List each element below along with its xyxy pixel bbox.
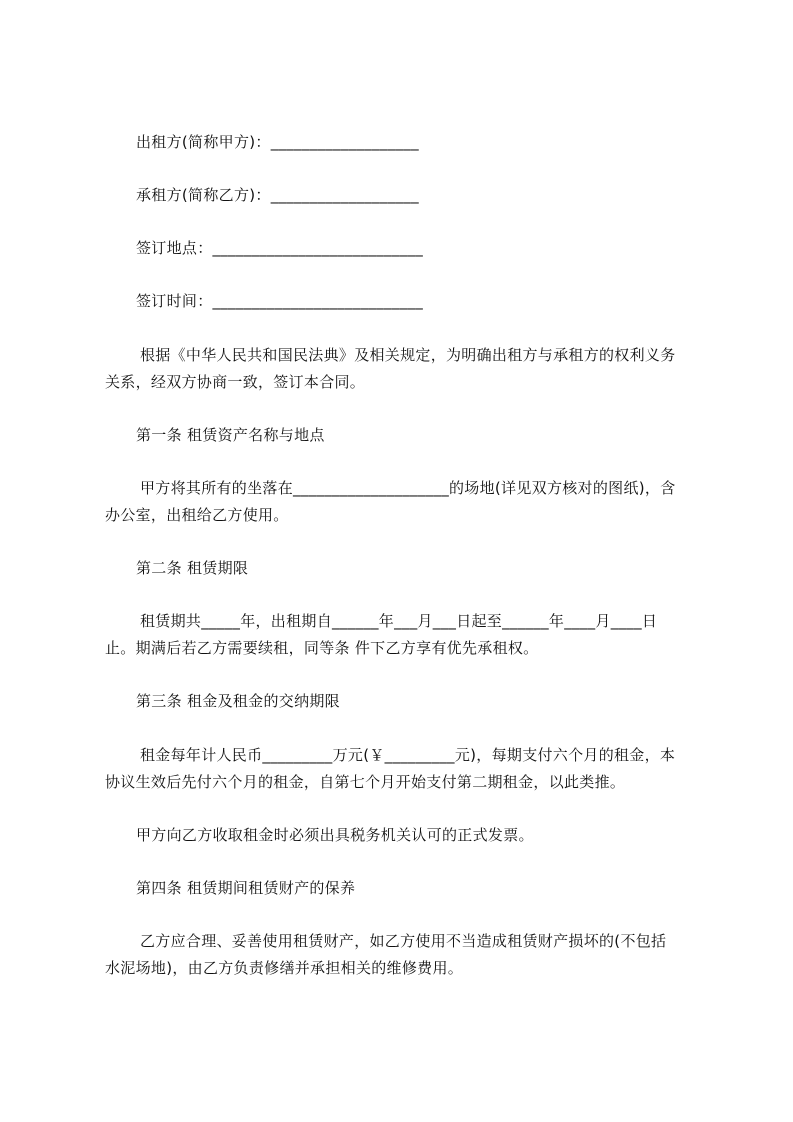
article3-line-1: 租金每年计人民币_________万元(￥_________元)，每期支付六个月的租金，本 <box>140 746 676 764</box>
preamble-line-2: 关系，经双方协商一致，签订本合同。 <box>105 373 366 391</box>
article4-line-1: 乙方应合理、妥善使用租赁财产，如乙方使用不当造成租赁财产损坏的(不包括 <box>140 932 667 950</box>
sign-place-field: 签订地点：___________________________ <box>136 239 424 257</box>
article2-line-1: 租赁期共_____年，出租期自______年___月___日起至______年____月____日 <box>140 612 658 630</box>
article2-title: 第二条 租赁期限 <box>136 559 249 577</box>
article3-line-2: 协议生效后先付六个月的租金，自第七个月开始支付第二期租金，以此类推。 <box>105 773 626 791</box>
article1-title: 第一条 租赁资产名称与地点 <box>136 426 325 444</box>
article1-line-1: 甲方将其所有的坐落在____________________的场地(详见双方核对的图纸)，含 <box>140 479 676 497</box>
article3-line-3: 甲方向乙方收取租金时必须出具税务机关认可的正式发票。 <box>136 826 534 844</box>
sign-time-field: 签订时间：___________________________ <box>136 292 424 310</box>
article2-line-2: 止。期满后若乙方需要续租，同等条 件下乙方享有优先承租权。 <box>105 639 539 657</box>
lessee-field: 承租方(简称乙方)：___________________ <box>136 186 419 204</box>
lessor-field: 出租方(简称甲方)：___________________ <box>136 133 419 151</box>
article4-title: 第四条 租赁期间租赁财产的保养 <box>136 879 356 897</box>
article4-line-2: 水泥场地)，由乙方负责修缮并承担相关的维修费用。 <box>105 959 464 977</box>
article3-title: 第三条 租金及租金的交纳期限 <box>136 692 340 710</box>
article1-line-2: 办公室，出租给乙方使用。 <box>105 506 289 524</box>
preamble-line-1: 根据《中华人民共和国民法典》及相关规定，为明确出租方与承租方的权利义务 <box>140 346 676 364</box>
